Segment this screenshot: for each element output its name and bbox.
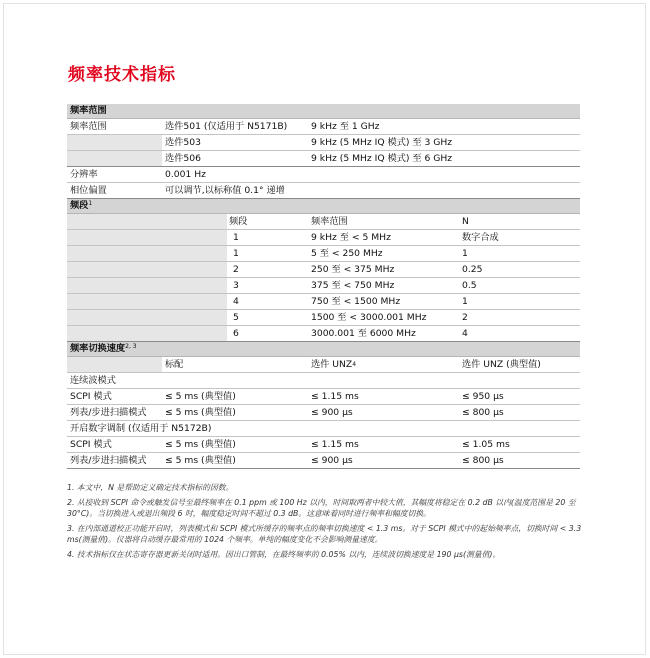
- table-row: 2 250 至 < 375 MHz 0.25: [67, 262, 580, 278]
- table-row: 列表/步进扫描模式 ≤ 5 ms (典型值) ≤ 900 µs ≤ 800 µs: [67, 453, 580, 469]
- footnotes: [67, 482, 587, 564]
- table-subheader: 连续波模式: [67, 373, 580, 389]
- section-header-freq-range: 频率范围: [67, 104, 580, 119]
- table-subheader: 开启数字调制 (仅适用于 N5172B): [67, 421, 580, 437]
- table-row: 列表/步进扫描模式 ≤ 5 ms (典型值) ≤ 900 µs ≤ 800 µs: [67, 405, 580, 421]
- table-row: SCPI 模式 ≤ 5 ms (典型值) ≤ 1.15 ms ≤ 1.05 ms: [67, 437, 580, 453]
- table-row: 3 375 至 < 750 MHz 0.5: [67, 278, 580, 294]
- table-row: 相位偏置 可以调节,以标称值 0.1° 递增: [67, 183, 580, 199]
- table-header-row: 频段 频率范围 N: [67, 214, 580, 230]
- footnote: 3. 在内部通道校正功能开启时，列表模式和 SCPI 模式所缓存的频率点的频率切换速度 < 1.3 ms。对于 SCPI 模式中的起始频率点，切换时间 < 3.3 ms(测量值)。仪器将自动缓存最常用的 1024 个频率。单纯的幅度变化不会影响测量速度。: [67, 524, 582, 544]
- table-row: 5 1500 至 < 3000.001 MHz 2: [67, 310, 580, 326]
- footnote: 1. 本文中，N 是帮助定义确定技术指标的因数。: [67, 483, 234, 492]
- section-header-switching: 频率切换速度$^{2, 3}$: [67, 342, 580, 357]
- footnote: 2. 从接收到 SCPI 命令或触发信号至最终频率在 0.1 ppm 或 100 Hz 以内，时间取两者中较大值，其幅度将稳定在 0.2 dB 以内(温度范围是 20 至 30°C)。当切换进入或退出频段 6 时，幅度稳定时间不超过 0.3 dB。这意味着同时进行频率和幅度切换。: [67, 498, 576, 518]
- table-header-row: 标配 选件 UNZ$^4$ 选件 UNZ (典型值): [67, 357, 580, 373]
- table-row: 1 5 至 < 250 MHz 1: [67, 246, 580, 262]
- table-row: 4 750 至 < 1500 MHz 1: [67, 294, 580, 310]
- table-row: 6 3000.001 至 6000 MHz 4: [67, 326, 580, 342]
- section-header-bands: 频段$^1$: [67, 199, 580, 214]
- table-row: 频率范围 选件501 (仅适用于 N5171B) 9 kHz 至 1 GHz: [67, 119, 580, 135]
- footnote: 4. 技术指标仅在状态寄存器更新关闭时适用。因出口管制，在最终频率的 0.05% 以内，连续波切换速度是 190 µs(测量值)。: [67, 550, 501, 559]
- table-row: 1 9 kHz 至 < 5 MHz 数字合成: [67, 230, 580, 246]
- page-title: 频率技术指标: [68, 65, 176, 85]
- table-row: 分辨率 0.001 Hz: [67, 167, 580, 183]
- table-row: 选件506 9 kHz (5 MHz IQ 模式) 至 6 GHz: [67, 151, 580, 167]
- table-row: 选件503 9 kHz (5 MHz IQ 模式) 至 3 GHz: [67, 135, 580, 151]
- table-row: SCPI 模式 ≤ 5 ms (典型值) ≤ 1.15 ms ≤ 950 µs: [67, 389, 580, 405]
- spec-table: [67, 104, 580, 469]
